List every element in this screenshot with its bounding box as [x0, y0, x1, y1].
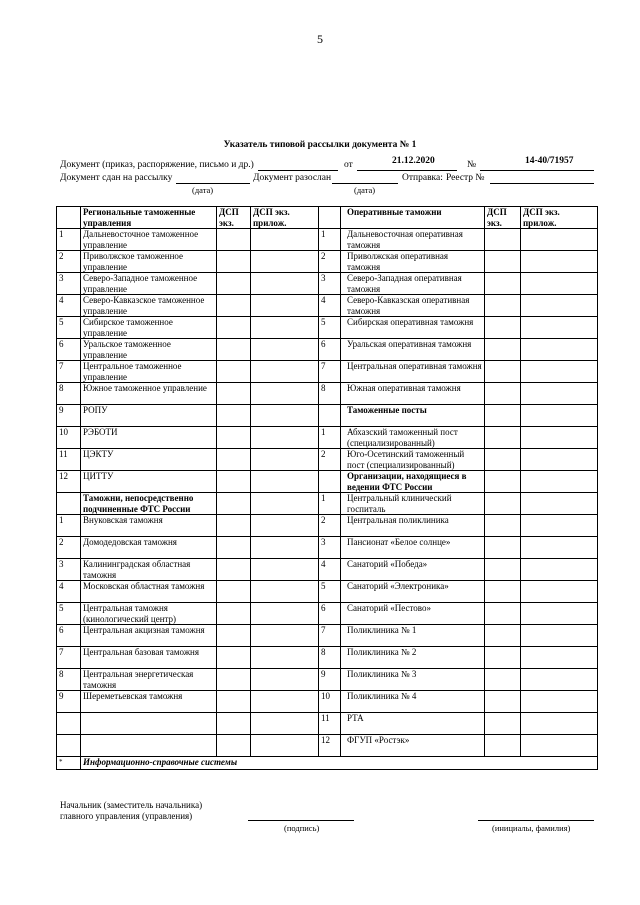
- left-dsp-cell: [217, 735, 251, 757]
- left-dsp-app-cell: [251, 625, 319, 647]
- doc-number: 14-40/71957: [525, 156, 574, 166]
- left-num: 2: [57, 251, 81, 273]
- left-dsp-cell: [217, 361, 251, 383]
- right-dsp-cell: [485, 581, 521, 603]
- right-name: ФГУП «Ростэк»: [341, 735, 485, 757]
- right-name: Юго-Осетинский таможенный пост (специализированный): [341, 449, 485, 471]
- left-dsp-app-cell: [251, 449, 319, 471]
- right-dsp-cell: [485, 383, 521, 405]
- table-row: [57, 537, 598, 559]
- table-row: [57, 449, 598, 471]
- left-dsp-app-cell: [251, 251, 319, 273]
- left-dsp-app-cell: [251, 229, 319, 251]
- footer-row: [57, 757, 598, 770]
- distribution-table: [56, 206, 598, 770]
- left-name: Внуковская таможня: [81, 515, 217, 537]
- right-dsp-app-cell: [521, 559, 598, 581]
- right-dsp-cell: [485, 339, 521, 361]
- header-right-dsp-app: ДСП экз. прилож.: [521, 207, 598, 229]
- left-num: 8: [57, 383, 81, 405]
- left-dsp-cell: [217, 559, 251, 581]
- table-row: [57, 471, 598, 493]
- right-dsp-app-cell: [521, 317, 598, 339]
- registry-line: [490, 183, 594, 184]
- header-num-cell: [319, 207, 341, 229]
- right-num: 12: [319, 735, 341, 757]
- handed-label: Документ сдан на рассылку: [60, 173, 173, 183]
- left-name: Центральная акцизная таможня: [81, 625, 217, 647]
- left-dsp-app-cell: [251, 713, 319, 735]
- right-dsp-cell: [485, 625, 521, 647]
- left-name: Дальневосточное таможенное управление: [81, 229, 217, 251]
- left-dsp-cell: [217, 427, 251, 449]
- date-caption-1: (дата): [192, 185, 214, 195]
- right-dsp-app-cell: [521, 603, 598, 625]
- signature-line-2: главного управления (управления): [60, 811, 193, 821]
- left-num: 7: [57, 647, 81, 669]
- left-num: 5: [57, 603, 81, 625]
- right-dsp-app-cell: [521, 229, 598, 251]
- left-num: 8: [57, 669, 81, 691]
- right-num: 3: [319, 537, 341, 559]
- number-line: [480, 170, 594, 171]
- right-num: 5: [319, 317, 341, 339]
- left-dsp-cell: [217, 317, 251, 339]
- left-dsp-cell: [217, 581, 251, 603]
- signature-line-1: Начальник (заместитель начальника): [60, 800, 203, 810]
- right-dsp-app-cell: [521, 669, 598, 691]
- right-dsp-cell: [485, 405, 521, 427]
- left-dsp-app-cell: [251, 581, 319, 603]
- registry-label: Реестр №: [446, 173, 485, 183]
- right-dsp-cell: [485, 493, 521, 515]
- left-dsp-app-cell: [251, 317, 319, 339]
- right-dsp-app-cell: [521, 295, 598, 317]
- right-num: 7: [319, 361, 341, 383]
- left-dsp-cell: [217, 647, 251, 669]
- left-name: РОПУ: [81, 405, 217, 427]
- left-dsp-app-cell: [251, 493, 319, 515]
- table-row: [57, 515, 598, 537]
- number-label: №: [467, 160, 477, 170]
- left-dsp-cell: [217, 691, 251, 713]
- left-num: 3: [57, 273, 81, 295]
- left-dsp-app-cell: [251, 427, 319, 449]
- left-name: Центральная таможня (кинологический центр): [81, 603, 217, 625]
- document-title: Указатель типовой рассылки документа № 1: [223, 140, 417, 150]
- left-dsp-app-cell: [251, 515, 319, 537]
- left-dsp-cell: [217, 537, 251, 559]
- right-dsp-cell: [485, 515, 521, 537]
- right-num: 1: [319, 229, 341, 251]
- footer-mark: *: [57, 757, 81, 770]
- left-name: [81, 735, 217, 757]
- table-row: [57, 581, 598, 603]
- left-name: РЭБОТИ: [81, 427, 217, 449]
- table-row: [57, 493, 598, 515]
- table-row: [57, 559, 598, 581]
- left-num: 12: [57, 471, 81, 493]
- right-num: 3: [319, 273, 341, 295]
- left-dsp-app-cell: [251, 405, 319, 427]
- left-num: 4: [57, 581, 81, 603]
- right-num: 6: [319, 603, 341, 625]
- right-dsp-app-cell: [521, 361, 598, 383]
- left-dsp-cell: [217, 449, 251, 471]
- right-num: 9: [319, 669, 341, 691]
- doc-date: 21.12.2020: [392, 156, 435, 166]
- right-num: 11: [319, 713, 341, 735]
- table-row: [57, 383, 598, 405]
- right-name: РТА: [341, 713, 485, 735]
- right-dsp-app-cell: [521, 449, 598, 471]
- right-num: 2: [319, 251, 341, 273]
- left-num: 10: [57, 427, 81, 449]
- right-dsp-app-cell: [521, 383, 598, 405]
- table-header-row: [57, 207, 598, 229]
- handed-date-line: [176, 183, 250, 184]
- footer-text: Информационно-справочные системы: [81, 757, 598, 770]
- right-dsp-app-cell: [521, 647, 598, 669]
- date-caption-2: (дата): [354, 185, 376, 195]
- left-dsp-app-cell: [251, 537, 319, 559]
- right-name: Таможенные посты: [341, 405, 485, 427]
- right-name: Центральная поликлиника: [341, 515, 485, 537]
- right-dsp-cell: [485, 647, 521, 669]
- header-left-dsp: ДСП экз.: [217, 207, 251, 229]
- right-name: Уральская оперативная таможня: [341, 339, 485, 361]
- right-num: 10: [319, 691, 341, 713]
- header-left-title: Региональные таможенные управления: [81, 207, 217, 229]
- left-num: [57, 735, 81, 757]
- left-name: Северо-Западное таможенное управление: [81, 273, 217, 295]
- left-num: 11: [57, 449, 81, 471]
- right-dsp-cell: [485, 537, 521, 559]
- right-num: 7: [319, 625, 341, 647]
- sign-caption: (подпись): [284, 823, 320, 833]
- left-dsp-cell: [217, 603, 251, 625]
- table-row: [57, 669, 598, 691]
- left-num: 2: [57, 537, 81, 559]
- right-name: Поликлиника № 3: [341, 669, 485, 691]
- right-name: Северо-Кавказская оперативная таможня: [341, 295, 485, 317]
- left-dsp-app-cell: [251, 471, 319, 493]
- left-name: [81, 713, 217, 735]
- sent-label: Документ разослан: [253, 173, 332, 183]
- right-dsp-app-cell: [521, 625, 598, 647]
- right-dsp-cell: [485, 471, 521, 493]
- left-dsp-cell: [217, 295, 251, 317]
- table-row: [57, 713, 598, 735]
- right-num: 4: [319, 295, 341, 317]
- table-row: [57, 427, 598, 449]
- right-name: Северо-Западная оперативная таможня: [341, 273, 485, 295]
- right-dsp-app-cell: [521, 493, 598, 515]
- name-caption: (инициалы, фамилия): [492, 823, 571, 833]
- doc-type-line: [258, 170, 338, 171]
- right-dsp-app-cell: [521, 713, 598, 735]
- left-num: 6: [57, 339, 81, 361]
- right-name: Дальневосточная оперативная таможня: [341, 229, 485, 251]
- right-num: 6: [319, 339, 341, 361]
- left-dsp-cell: [217, 251, 251, 273]
- right-num: 1: [319, 493, 341, 515]
- right-num: 2: [319, 449, 341, 471]
- right-dsp-app-cell: [521, 735, 598, 757]
- right-name: Абхазский таможенный пост (специализированный): [341, 427, 485, 449]
- right-name: Санаторий «Пестово»: [341, 603, 485, 625]
- doc-label: Документ (приказ, распоряжение, письмо и др.): [60, 160, 254, 170]
- left-dsp-cell: [217, 625, 251, 647]
- right-name: Южная оперативная таможня: [341, 383, 485, 405]
- left-name: ЦИТТУ: [81, 471, 217, 493]
- left-num: 5: [57, 317, 81, 339]
- left-num: 9: [57, 691, 81, 713]
- left-name: Сибирское таможенное управление: [81, 317, 217, 339]
- left-num: [57, 493, 81, 515]
- right-dsp-cell: [485, 229, 521, 251]
- right-name: Пансионат «Белое солнце»: [341, 537, 485, 559]
- right-dsp-cell: [485, 449, 521, 471]
- dispatch-label: Отправка:: [402, 173, 443, 183]
- table-row: [57, 361, 598, 383]
- right-dsp-app-cell: [521, 537, 598, 559]
- left-num: [57, 713, 81, 735]
- left-dsp-app-cell: [251, 273, 319, 295]
- left-dsp-cell: [217, 493, 251, 515]
- left-num: 6: [57, 625, 81, 647]
- date-line: [357, 170, 457, 171]
- table-row: [57, 691, 598, 713]
- left-name: Уральское таможенное управление: [81, 339, 217, 361]
- left-dsp-app-cell: [251, 339, 319, 361]
- right-dsp-cell: [485, 427, 521, 449]
- right-dsp-cell: [485, 669, 521, 691]
- right-dsp-cell: [485, 559, 521, 581]
- right-name: Санаторий «Электроника»: [341, 581, 485, 603]
- left-num: 4: [57, 295, 81, 317]
- left-dsp-cell: [217, 515, 251, 537]
- table-row: [57, 735, 598, 757]
- right-dsp-cell: [485, 603, 521, 625]
- left-name: Домодедовская таможня: [81, 537, 217, 559]
- left-dsp-cell: [217, 383, 251, 405]
- table-row: [57, 339, 598, 361]
- left-num: 1: [57, 229, 81, 251]
- header-left-dsp-app: ДСП экз. прилож.: [251, 207, 319, 229]
- left-dsp-app-cell: [251, 647, 319, 669]
- right-name: Центральный клинический госпиталь: [341, 493, 485, 515]
- left-name: Калининградская областная таможня: [81, 559, 217, 581]
- left-name: Московская областная таможня: [81, 581, 217, 603]
- left-name: Центральное таможенное управление: [81, 361, 217, 383]
- table-row: [57, 295, 598, 317]
- table-row: [57, 251, 598, 273]
- left-dsp-cell: [217, 405, 251, 427]
- left-dsp-app-cell: [251, 361, 319, 383]
- header-right-title: Оперативные таможни: [341, 207, 485, 229]
- right-name: Поликлиника № 4: [341, 691, 485, 713]
- right-name: Поликлиника № 1: [341, 625, 485, 647]
- left-dsp-app-cell: [251, 735, 319, 757]
- right-dsp-cell: [485, 317, 521, 339]
- left-name: Центральная базовая таможня: [81, 647, 217, 669]
- right-dsp-app-cell: [521, 515, 598, 537]
- left-num: 3: [57, 559, 81, 581]
- left-name: Южное таможенное управление: [81, 383, 217, 405]
- left-dsp-app-cell: [251, 559, 319, 581]
- right-name: Поликлиника № 2: [341, 647, 485, 669]
- header-right-dsp: ДСП экз.: [485, 207, 521, 229]
- right-name: Сибирская оперативная таможня: [341, 317, 485, 339]
- right-num: 5: [319, 581, 341, 603]
- left-dsp-cell: [217, 713, 251, 735]
- right-dsp-app-cell: [521, 691, 598, 713]
- right-dsp-cell: [485, 251, 521, 273]
- table-row: [57, 625, 598, 647]
- left-name: Таможни, непосредственно подчиненные ФТС России: [81, 493, 217, 515]
- right-dsp-cell: [485, 273, 521, 295]
- left-name: ЦЭКТУ: [81, 449, 217, 471]
- left-dsp-cell: [217, 669, 251, 691]
- right-num: [319, 471, 341, 493]
- right-dsp-app-cell: [521, 581, 598, 603]
- right-dsp-cell: [485, 691, 521, 713]
- right-dsp-cell: [485, 361, 521, 383]
- table-row: [57, 603, 598, 625]
- left-name: Шереметьевская таможня: [81, 691, 217, 713]
- right-dsp-app-cell: [521, 273, 598, 295]
- right-num: 1: [319, 427, 341, 449]
- right-dsp-app-cell: [521, 405, 598, 427]
- left-name: Приволжское таможенное управление: [81, 251, 217, 273]
- left-dsp-cell: [217, 229, 251, 251]
- right-dsp-cell: [485, 735, 521, 757]
- left-dsp-app-cell: [251, 691, 319, 713]
- left-dsp-cell: [217, 339, 251, 361]
- left-num: 9: [57, 405, 81, 427]
- header-num-cell: [57, 207, 81, 229]
- table-row: [57, 647, 598, 669]
- signature-line: [248, 820, 354, 821]
- left-dsp-app-cell: [251, 295, 319, 317]
- right-dsp-app-cell: [521, 471, 598, 493]
- right-dsp-app-cell: [521, 427, 598, 449]
- left-num: 1: [57, 515, 81, 537]
- sent-date-line: [332, 183, 398, 184]
- table-row: [57, 317, 598, 339]
- table-row: [57, 229, 598, 251]
- left-dsp-app-cell: [251, 383, 319, 405]
- right-num: 4: [319, 559, 341, 581]
- name-line: [478, 820, 594, 821]
- right-num: 8: [319, 647, 341, 669]
- left-num: 7: [57, 361, 81, 383]
- left-dsp-cell: [217, 471, 251, 493]
- right-num: [319, 405, 341, 427]
- right-num: 8: [319, 383, 341, 405]
- right-dsp-cell: [485, 295, 521, 317]
- table-row: [57, 273, 598, 295]
- right-dsp-app-cell: [521, 251, 598, 273]
- table-row: [57, 405, 598, 427]
- right-num: 2: [319, 515, 341, 537]
- left-dsp-app-cell: [251, 603, 319, 625]
- right-dsp-app-cell: [521, 339, 598, 361]
- right-name: Центральная оперативная таможня: [341, 361, 485, 383]
- right-name: Приволжская оперативная таможня: [341, 251, 485, 273]
- signature-position: [60, 800, 202, 822]
- from-label: от: [344, 160, 353, 170]
- left-dsp-cell: [217, 273, 251, 295]
- left-name: Центральная энергетическая таможня: [81, 669, 217, 691]
- page-number: 5: [317, 32, 323, 46]
- left-dsp-app-cell: [251, 669, 319, 691]
- right-name: Организации, находящиеся в ведении ФТС России: [341, 471, 485, 493]
- right-name: Санаторий «Победа»: [341, 559, 485, 581]
- left-name: Северо-Кавказское таможенное управление: [81, 295, 217, 317]
- right-dsp-cell: [485, 713, 521, 735]
